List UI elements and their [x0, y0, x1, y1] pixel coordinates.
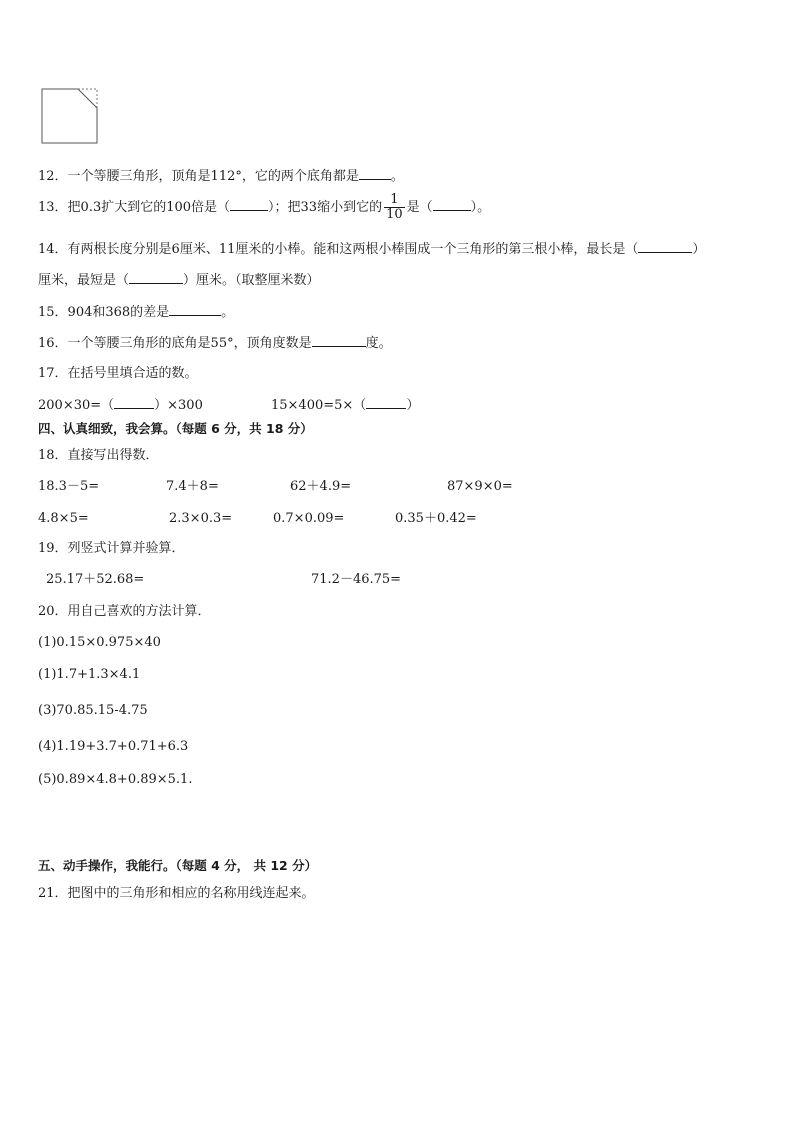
q20-item: (1)0.15×0.975×40	[38, 635, 161, 650]
question-19-title: 19．列竖式计算并验算．	[38, 541, 185, 556]
question-17-title: 17．在括号里填合适的数。	[38, 366, 198, 381]
section-5-heading: 五、动手操作，我能行。（每题 4 分， 共 12 分）	[38, 858, 318, 873]
answer-blank[interactable]	[359, 167, 391, 180]
q20-item: (5)0.89×4.8+0.89×5.1.	[38, 772, 193, 787]
answer-blank[interactable]	[638, 240, 692, 253]
answer-blank[interactable]	[312, 334, 366, 347]
answer-blank[interactable]	[433, 198, 471, 211]
question-16: 16．一个等腰三角形的底角是55°，顶角度数是 度。	[38, 336, 392, 351]
question-17-eq2: 15×400=5×（ ）	[271, 398, 420, 413]
q18-item: 0.35＋0.42=	[395, 511, 477, 526]
section-4-heading: 四、认真细致，我会算。（每题 6 分，共 18 分）	[38, 421, 313, 436]
q19-item: 25.17＋52.68=	[46, 572, 145, 587]
square-cut-corner-figure	[40, 88, 100, 146]
answer-blank[interactable]	[129, 271, 183, 284]
question-13: 13．把0.3扩大到它的100倍是（ ）；把33缩小到它的 $\frac{1}{10}$ 是（ ）。	[38, 192, 491, 222]
fraction-one-tenth: $\frac{1}{10}$	[386, 192, 403, 222]
q18-item: 2.3×0.3=	[169, 511, 233, 526]
q19-item: 71.2－46.75=	[311, 572, 402, 587]
question-12-text: 12．一个等腰三角形，顶角是112°，它的两个底角都是	[38, 169, 359, 184]
q18-item: 62＋4.9=	[290, 479, 352, 494]
q18-item: 18.3－5=	[38, 479, 100, 494]
question-15: 15．904和368的差是 。	[38, 305, 235, 320]
question-14-line1: 14．有两根长度分别是6厘米、11厘米的小棒。能和这两根小棒围成一个三角形的第三根小棒，最长是（ ）	[38, 242, 706, 257]
q18-item: 4.8×5=	[38, 511, 89, 526]
answer-blank[interactable]	[114, 396, 154, 409]
question-14-line2: 厘米，最短是（ ）厘米。（取整厘米数）	[38, 273, 320, 288]
question-21-title: 21．把图中的三角形和相应的名称用线连起来。	[38, 886, 315, 901]
q20-item: (4)1.19+3.7+0.71+6.3	[38, 739, 189, 754]
question-12: 12．一个等腰三角形，顶角是112°，它的两个底角都是 。	[38, 169, 404, 184]
answer-blank[interactable]	[169, 303, 221, 316]
q18-item: 87×9×0=	[447, 479, 513, 494]
answer-blank[interactable]	[366, 396, 406, 409]
q18-item: 0.7×0.09=	[273, 511, 345, 526]
q20-item: (1)1.7+1.3×4.1	[38, 667, 141, 682]
question-20-title: 20．用自己喜欢的方法计算．	[38, 604, 211, 619]
q18-item: 7.4＋8=	[166, 479, 219, 494]
question-18-title: 18．直接写出得数．	[38, 448, 159, 463]
question-17-eq1: 200×30=（ ）×300	[38, 398, 203, 413]
answer-blank[interactable]	[230, 198, 268, 211]
q20-item: (3)70.85.15-4.75	[38, 703, 148, 718]
